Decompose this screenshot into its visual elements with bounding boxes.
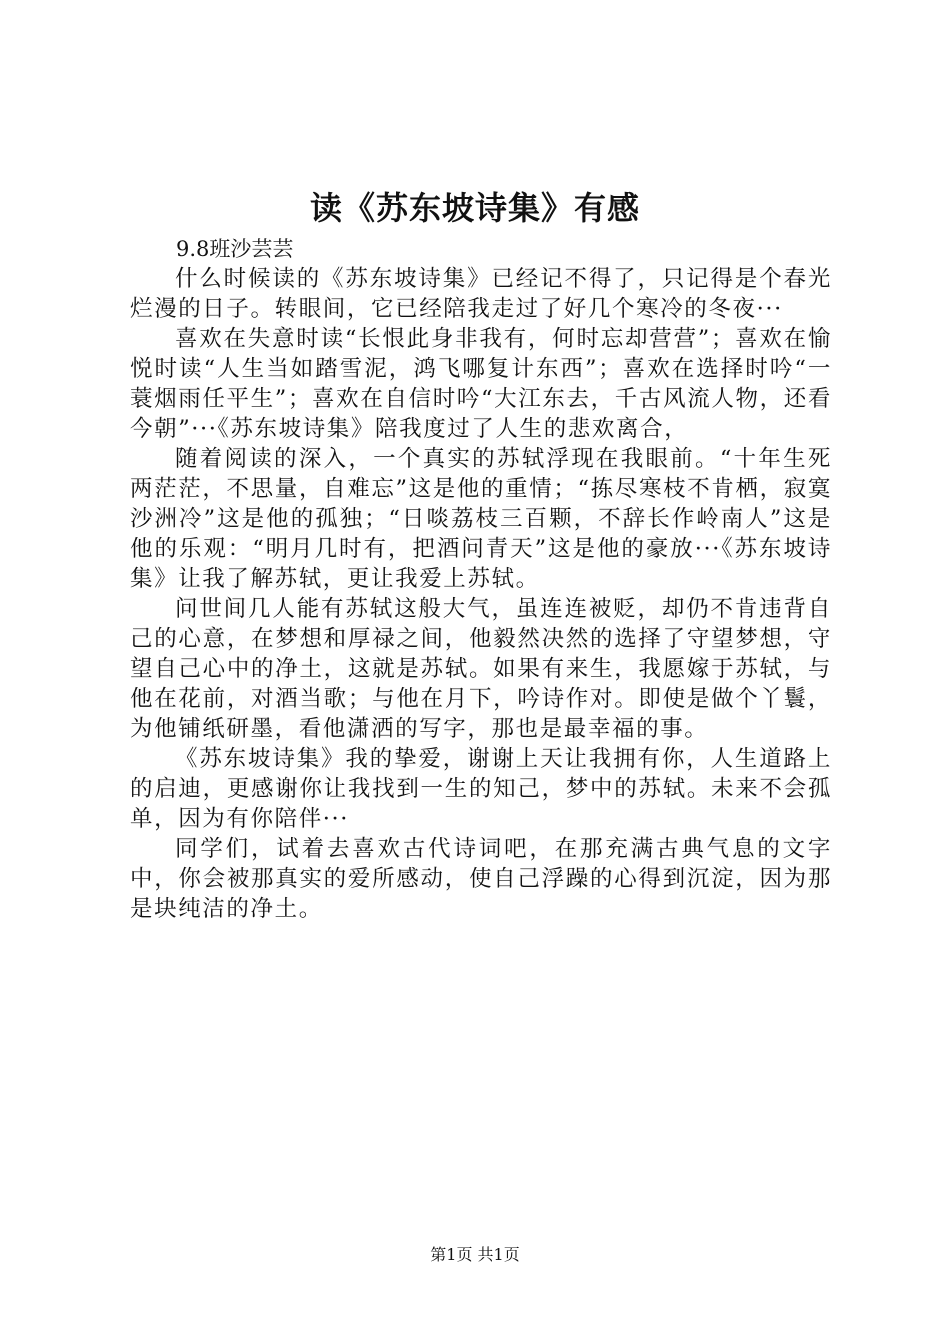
paragraph: 《苏东坡诗集》我的挚爱，谢谢上天让我拥有你，人生道路上的启迪，更感谢你让我找到一生的知己，梦中的苏轼。未来不会孤单，因为有你陪伴···: [130, 746, 832, 832]
paragraph: 什么时候读的《苏东坡诗集》已经记不得了，只记得是个春光烂漫的日子。转眼间，它已经陪我走过了好几个寒冷的冬夜···: [130, 266, 832, 322]
paragraph: 随着阅读的深入，一个真实的苏轼浮现在我眼前。“十年生死两茫茫，不思量，自难忘”这是他的重情；“拣尽寒枝不肯栖，寂寞沙洲冷”这是他的孤独；“日啖荔枝三百颗，不辞长作岭南人”这是他的乐观：“明月几时有，把酒问青天”这是他的豪放···《苏东坡诗集》让我了解苏轼，更让我爱上苏轼。: [130, 446, 832, 592]
article-body: [130, 264, 832, 924]
paragraph: 问世间几人能有苏轼这般大气，虽连连被贬，却仍不肯违背自己的心意，在梦想和厚禄之间，他毅然决然的选择了守望梦想，守望自己心中的净土，这就是苏轼。如果有来生，我愿嫁于苏轼，与他在花前，对酒当歌；与他在月下，吟诗作对。即使是做个丫鬟，为他铺纸研墨，看他潇洒的写字，那也是最幸福的事。: [130, 596, 832, 742]
paragraph: 同学们，试着去喜欢古代诗词吧，在那充满古典气息的文字中，你会被那真实的爱所感动，使自己浮躁的心得到沉淀，因为那是块纯洁的净土。: [130, 836, 832, 922]
page-number-footer: 第1页 共1页: [430, 1245, 520, 1264]
document-title: 读《苏东坡诗集》有感: [309, 189, 640, 227]
author-line: 9.8班沙芸芸: [176, 237, 294, 261]
paragraph: 喜欢在失意时读“长恨此身非我有，何时忘却营营”；喜欢在愉悦时读“人生当如踏雪泥，鸿飞哪复计东西”；喜欢在选择时吟“一蓑烟雨任平生”；喜欢在自信时吟“大江东去，千古风流人物，还看今朝”···《苏东坡诗集》陪我度过了人生的悲欢离合，: [130, 326, 832, 442]
